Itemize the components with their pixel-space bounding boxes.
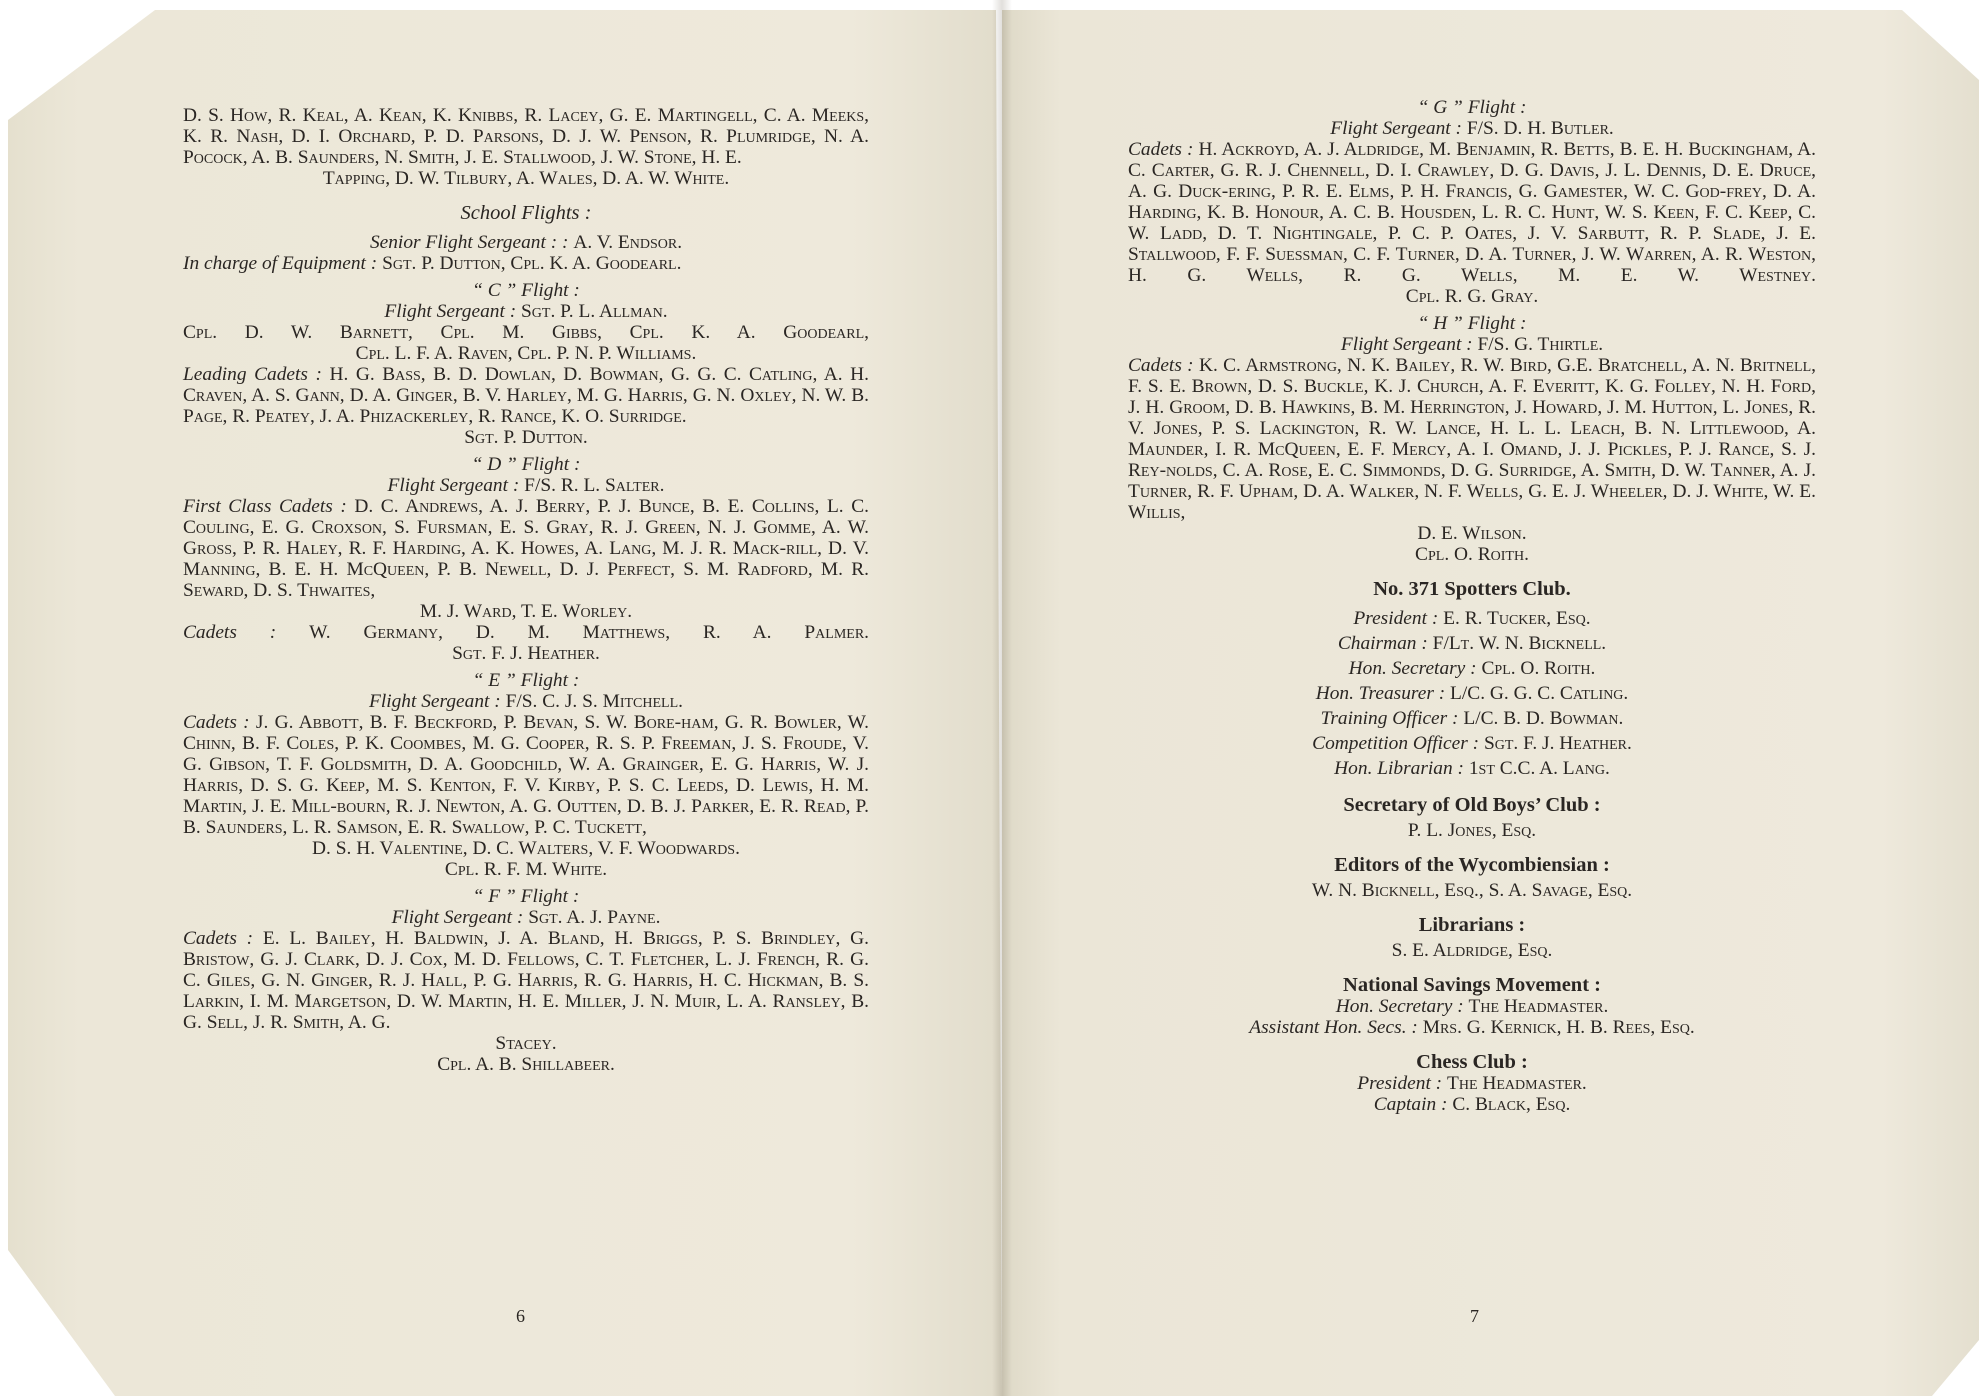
spotters-role-label: Chairman : <box>1337 633 1428 654</box>
flight-f-cadets <box>183 928 869 1033</box>
flight-d-sergeant-name: F/S. R. L. Salter. <box>524 475 665 496</box>
flight-g-sergeant-name: F/S. D. H. Butler. <box>1466 118 1614 139</box>
intro-name-list-last: Tapping, D. W. Tilbury, A. Wales, D. A. W. White. <box>322 168 730 189</box>
flight-c-footer: Sgt. P. Dutton. <box>464 427 588 448</box>
librarians-heading: Librarians : <box>1418 914 1526 936</box>
spotters-role-label: Competition Officer : <box>1312 733 1480 754</box>
spotters-role <box>1128 706 1816 731</box>
flight-f-sergeant-name: Sgt. A. J. Payne. <box>528 907 661 928</box>
librarians-names: S. E. Aldridge, Esq. <box>1391 940 1553 961</box>
equipment-line <box>183 253 869 274</box>
savings-assistant-label: Assistant Hon. Secs. : <box>1249 1017 1418 1038</box>
spotters-role-label: Hon. Librarian : <box>1334 758 1464 779</box>
flight-c-leading-names: H. G. Bass, B. D. Dowlan, D. Bowman, G. G. C. Catling, A. H. Craven, A. S. Gann, D. A. Ginger, B. V. Harley, M. G. Harris, G. N. Oxley, N. W. B. Page, R. Peatey, J. A. Phizackerley, R. Rance, K. O. Surridge. <box>183 364 869 427</box>
chess-heading: Chess Club : <box>1416 1051 1528 1073</box>
spotters-role <box>1128 606 1816 631</box>
flight-f-footer: Cpl. A. B. Shillabeer. <box>437 1054 615 1075</box>
flight-g-sergeant <box>1128 118 1816 139</box>
old-boys-heading: Secretary of Old Boys’ Club : <box>1343 794 1601 816</box>
spotters-role-name: 1st C.C. A. Lang. <box>1468 758 1610 779</box>
savings-assistants <box>1128 1017 1816 1038</box>
spotters-role-name: Cpl. O. Roith. <box>1481 658 1596 679</box>
spotters-role <box>1128 681 1816 706</box>
savings-secretary <box>1128 996 1816 1017</box>
flight-d-first-class-last: M. J. Ward, T. E. Worley. <box>419 601 633 622</box>
savings-heading: National Savings Movement : <box>1343 974 1601 996</box>
spotters-club-heading: No. 371 Spotters Club. <box>1373 578 1571 600</box>
editors-heading: Editors of the Wycombiensian : <box>1334 854 1610 876</box>
flight-d-first-class-label: First Class Cadets : <box>183 496 347 517</box>
senior-flight-sergeant-name: A. V. Endsor. <box>573 232 683 253</box>
flight-d-cadets-label: Cadets : <box>183 622 277 643</box>
right-page-text <box>1128 97 1816 1115</box>
flight-g-sergeant-label: Flight Sergeant : <box>1330 118 1462 139</box>
flight-f-cadets-names: E. L. Bailey, H. Baldwin, J. A. Bland, H. Briggs, P. S. Brindley, G. Bristow, G. J. Clark, D. J. Cox, M. D. Fellows, C. T. Fletcher, L. J. French, R. G. C. Giles, G. N. Ginger, R. J. Hall, P. G. Harris, R. G. Harris, H. C. Hickman, B. S. Larkin, I. M. Margetson, D. W. Martin, H. E. Miller, J. N. Muir, L. A. Ransley, B. G. Sell, J. R. Smith, A. G. <box>183 928 869 1033</box>
flight-e-cadets-last: D. S. H. Valentine, D. C. Walters, V. F. Woodwards. <box>312 838 740 859</box>
flight-e-footer: Cpl. R. F. M. White. <box>444 859 608 880</box>
chess-captain-label: Captain : <box>1373 1094 1448 1115</box>
flight-g-cadets <box>1128 139 1816 286</box>
spotters-role-name: L/C. B. D. Bowman. <box>1463 708 1624 729</box>
flight-c-leading-cadets <box>183 364 869 427</box>
flight-d-title: “ D ” Flight : <box>471 454 581 475</box>
flight-h-cadets-last: D. E. Wilson. <box>1417 523 1527 544</box>
flight-d-first-class <box>183 496 869 601</box>
savings-secretary-name: The Headmaster. <box>1468 996 1609 1017</box>
savings-secretary-label: Hon. Secretary : <box>1335 996 1464 1017</box>
left-page-text <box>183 105 869 1075</box>
chess-captain-name: C. Black, Esq. <box>1452 1094 1571 1115</box>
spotters-role-label: Hon. Secretary : <box>1348 658 1477 679</box>
spotters-role-name: E. R. Tucker, Esq. <box>1443 608 1591 629</box>
flight-d-cadets-names: W. Germany, D. M. Matthews, R. A. Palmer. <box>309 622 870 643</box>
flight-d-cadets <box>183 622 869 643</box>
flight-c-corporals: Cpl. D. W. Barnett, Cpl. M. Gibbs, Cpl. K. A. Goodearl, <box>183 322 869 343</box>
flight-f-sergeant <box>183 907 869 928</box>
flight-c-sergeant-name: Sgt. P. L. Allman. <box>521 301 668 322</box>
flight-h-cadets-names: K. C. Armstrong, N. K. Bailey, R. W. Bird, G.E. Bratchell, A. N. Britnell, F. S. E. Brown, D. S. Buckle, K. J. Church, A. F. Everitt, K. G. Folley, N. H. Ford, J. H. Groom, D. B. Hawkins, B. M. Herrington, J. Howard, J. M. Hutton, L. Jones, R. V. Jones, P. S. Lackington, R. W. Lance, H. L. L. Leach, B. N. Littlewood, A. Maunder, I. R. McQueen, E. F. Mercy, A. I. Omand, J. J. Pickles, P. J. Rance, S. J. Rey-nolds, C. A. Rose, E. C. Simmonds, D. G. Surridge, A. Smith, D. W. Tanner, A. J. Turner, R. F. Upham, D. A. Walker, N. F. Wells, G. E. J. Wheeler, D. J. White, W. E. Willis, <box>1128 355 1816 523</box>
spotters-role <box>1128 731 1816 756</box>
editors-names: W. N. Bicknell, Esq., S. A. Savage, Esq. <box>1311 880 1633 901</box>
flight-g-cadets-names: H. Ackroyd, A. J. Aldridge, M. Benjamin, R. Betts, B. E. H. Buckingham, A. C. Carter, G. R. J. Chennell, D. I. Crawley, D. G. Davis, J. L. Dennis, D. E. Druce, A. G. Duck-ering, P. R. E. Elms, P. H. Francis, G. Gamester, W. C. God-frey, D. A. Harding, K. B. Honour, A. C. B. Housden, L. R. C. Hunt, W. S. Keen, F. C. Keep, C. W. Ladd, D. T. Nightingale, P. C. P. Oates, J. V. Sarbutt, R. P. Slade, J. E. Stallwood, F. F. Suessman, C. F. Turner, D. A. Turner, J. W. Warren, A. R. Weston, H. G. Wells, R. G. Wells, M. E. W. Westney. <box>1128 139 1817 286</box>
spotters-role-label: Training Officer : <box>1320 708 1459 729</box>
flight-e-sergeant-name: F/S. C. J. S. Mitchell. <box>505 691 684 712</box>
spotters-club-roles <box>1128 606 1816 781</box>
flight-c-title: “ C ” Flight : <box>472 280 580 301</box>
spotters-role-label: Hon. Treasurer : <box>1315 683 1446 704</box>
spotters-role-label: President : <box>1353 608 1439 629</box>
flight-e-cadets <box>183 712 869 838</box>
flight-d-first-class-names: D. C. Andrews, A. J. Berry, P. J. Bunce, B. E. Collins, L. C. Couling, E. G. Croxson, S. Fursman, E. S. Gray, R. J. Green, N. J. Gomme, A. W. Gross, P. R. Haley, R. F. Harding, A. K. Howes, A. Lang, M. J. R. Mack-rill, D. V. Manning, B. E. H. McQueen, P. B. Newell, D. J. Perfect, S. M. Radford, M. R. Seward, D. S. Thwaites, <box>183 496 869 601</box>
flight-c-leading-label: Leading Cadets : <box>183 364 322 385</box>
intro-names: D. S. How, R. Keal, A. Kean, K. Knibbs, R. Lacey, G. E. Martingell, C. A. Meeks, K. R. Nash, D. I. Orchard, P. D. Parsons, D. J. W. Penson, R. Plumridge, N. A. Pocock, A. B. Saunders, N. Smith, J. E. Stallwood, J. W. Stone, H. E. <box>183 105 869 168</box>
flight-h-cadets-label: Cadets : <box>1128 355 1194 376</box>
spotters-role <box>1128 631 1816 656</box>
book-gutter <box>992 0 1012 1396</box>
flight-c-sergeant <box>183 301 869 322</box>
flight-h-sergeant <box>1128 334 1816 355</box>
flight-h-sergeant-label: Flight Sergeant : <box>1340 334 1473 355</box>
flight-d-sergeant <box>183 475 869 496</box>
flight-e-title: “ E ” Flight : <box>472 670 580 691</box>
spotters-role <box>1128 656 1816 681</box>
senior-flight-sergeant-label: Senior Flight Sergeant : : <box>369 232 569 253</box>
spotters-role-name: L/C. G. G. C. Catling. <box>1450 683 1629 704</box>
flight-h-sergeant-name: F/S. G. Thirtle. <box>1477 334 1604 355</box>
flight-h-cadets <box>1128 355 1816 523</box>
flight-e-cadets-names: J. G. Abbott, B. F. Beckford, P. Bevan, S. W. Bore-ham, G. R. Bowler, W. Chinn, B. F. Coles, P. K. Coombes, M. G. Cooper, R. S. P. Freeman, J. S. Froude, V. G. Gibson, T. F. Goldsmith, D. A. Goodchild, W. A. Grainger, E. G. Harris, W. J. Harris, D. S. G. Keep, M. S. Kenton, F. V. Kirby, P. S. C. Leeds, D. Lewis, H. M. Martin, J. E. Mill-bourn, R. J. Newton, A. G. Outten, D. B. J. Parker, E. R. Read, P. B. Saunders, L. R. Samson, E. R. Swallow, P. C. Tuckett, <box>183 712 869 838</box>
flight-h-title: “ H ” Flight : <box>1417 313 1527 334</box>
flight-f-sergeant-label: Flight Sergeant : <box>391 907 524 928</box>
flight-e-cadets-label: Cadets : <box>183 712 250 733</box>
flight-f-cadets-last: Stacey. <box>495 1033 557 1054</box>
chess-captain <box>1128 1094 1816 1115</box>
flight-e-sergeant <box>183 691 869 712</box>
spotters-role <box>1128 756 1816 781</box>
equipment-label: In charge of Equipment : <box>183 253 378 274</box>
savings-assistant-names: Mrs. G. Kernick, H. B. Rees, Esq. <box>1422 1017 1695 1038</box>
flight-e-sergeant-label: Flight Sergeant : <box>368 691 501 712</box>
right-page-number: 7 <box>1470 1306 1479 1326</box>
flight-f-cadets-label: Cadets : <box>183 928 254 949</box>
flight-c-corporals-last: Cpl. L. F. A. Raven, Cpl. P. N. P. Williams. <box>355 343 697 364</box>
flight-c-sergeant-label: Flight Sergeant : <box>384 301 517 322</box>
spotters-role-name: F/Lt. W. N. Bicknell. <box>1432 633 1607 654</box>
old-boys-secretary: P. L. Jones, Esq. <box>1407 820 1537 841</box>
school-flights-heading: School Flights : <box>460 202 592 224</box>
chess-president <box>1128 1073 1816 1094</box>
flight-d-footer: Sgt. F. J. Heather. <box>452 643 600 664</box>
spotters-role-name: Sgt. F. J. Heather. <box>1483 733 1632 754</box>
flight-g-cadets-label: Cadets : <box>1128 139 1194 160</box>
intro-name-list <box>183 105 869 168</box>
flight-d-sergeant-label: Flight Sergeant : <box>387 475 520 496</box>
flight-h-footer: Cpl. O. Roith. <box>1415 544 1529 565</box>
flight-f-title: “ F ” Flight : <box>472 886 580 907</box>
flight-g-footer: Cpl. R. G. Gray. <box>1405 286 1539 307</box>
equipment-names: Sgt. P. Dutton, Cpl. K. A. Goodearl. <box>382 253 682 274</box>
left-page-number: 6 <box>516 1306 525 1326</box>
flight-g-title: “ G ” Flight : <box>1417 97 1527 118</box>
chess-president-name: The Headmaster. <box>1447 1073 1587 1094</box>
chess-president-label: President : <box>1357 1073 1443 1094</box>
senior-flight-sergeant <box>183 232 869 253</box>
